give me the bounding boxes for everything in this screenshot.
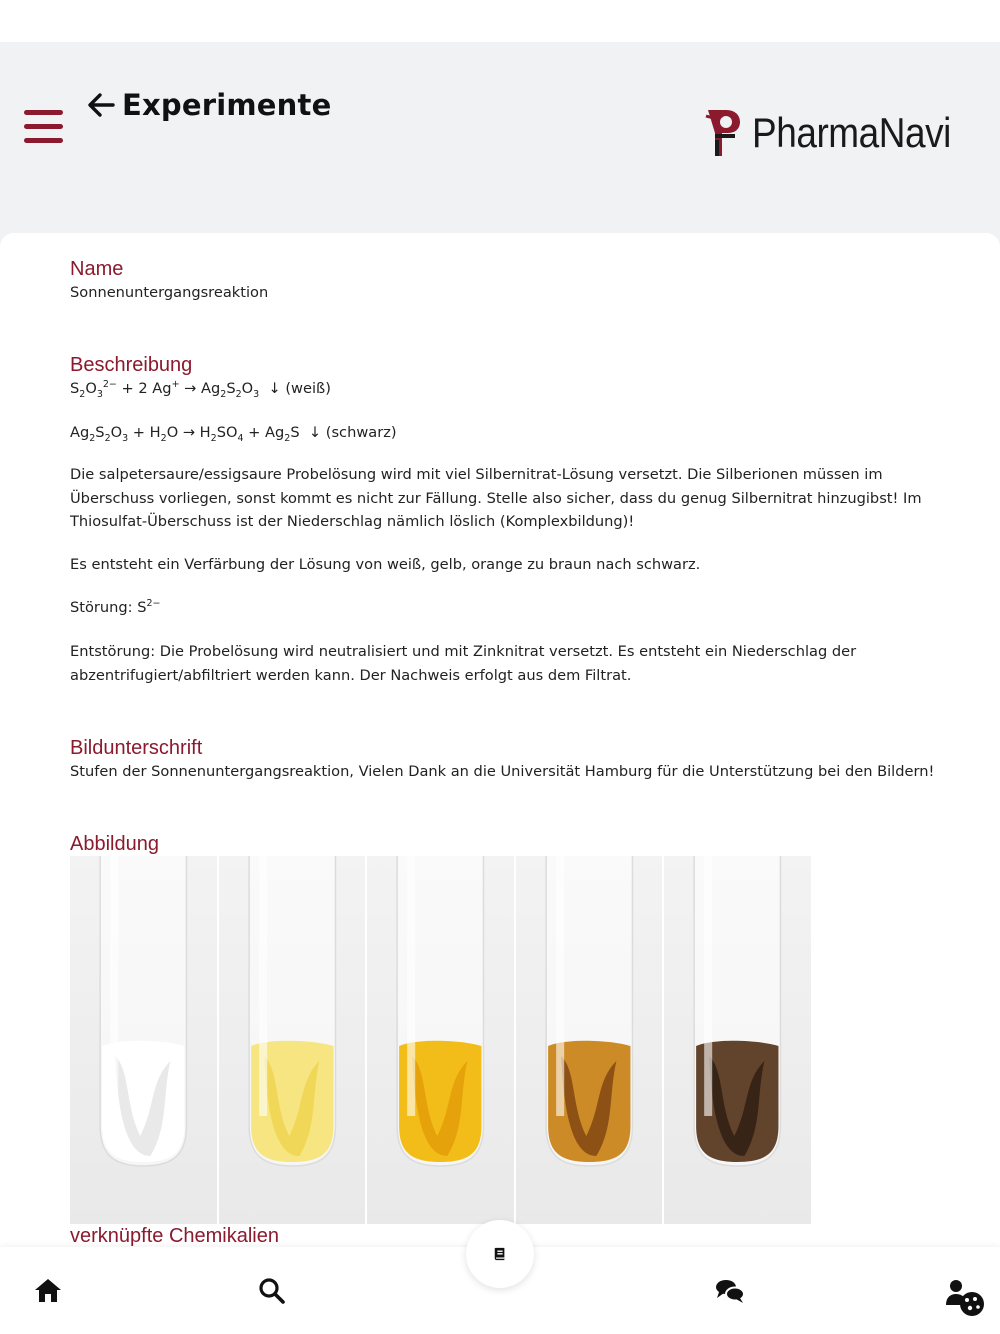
stoerung-label: Störung: S <box>70 599 147 616</box>
test-tube-5 <box>664 856 811 1224</box>
description-paragraph-4: Entstörung: Die Probelösung wird neutralisiert und mit Zinknitrat versetzt. Es entsteht ein Niederschlag der abzentrifugiert/abfiltriert werden kann. Der Nachweis erfolgt aus dem Filtrat. <box>70 643 857 684</box>
section-heading-chemikalien: verknüpfte Chemikalien <box>70 1225 279 1247</box>
back-button[interactable] <box>86 88 331 122</box>
stoerung-charge: 2− <box>146 598 161 610</box>
book-icon <box>493 1247 507 1261</box>
section-heading-abbildung: Abbildung <box>70 833 159 855</box>
section-heading-beschreibung: Beschreibung <box>70 354 193 376</box>
app-header <box>0 42 1000 257</box>
nav-search[interactable] <box>256 1275 288 1307</box>
image-caption: Stufen der Sonnenuntergangsreaktion, Vielen Dank an die Universität Hamburg für die Unterstützung bei den Bildern! <box>70 763 935 780</box>
equation-2: $Ag_2S_2O_3 + H_2O \to H_2SO_4 + Ag_2S$ ↓ (schwarz) <box>70 424 397 444</box>
fab-book-button[interactable] <box>466 1220 534 1288</box>
equation-2-label: (schwarz) <box>325 424 397 441</box>
tube-panel-3 <box>367 856 514 1224</box>
stoerung-line <box>70 596 940 620</box>
tube-panel-1 <box>70 856 217 1224</box>
pharmanavi-logo <box>704 106 978 160</box>
nav-home[interactable] <box>32 1275 64 1307</box>
test-tube-3 <box>367 856 514 1224</box>
tube-panel-5 <box>664 856 811 1224</box>
tube-panel-4 <box>516 856 663 1224</box>
description-paragraph-2: Es entsteht ein Verfärbung der Lösung von weiß, gelb, orange zu braun nach schwarz. <box>70 556 701 573</box>
section-heading-bildunterschrift: Bildunterschrift <box>70 737 203 759</box>
test-tube-4 <box>516 856 663 1224</box>
home-icon <box>32 1275 64 1307</box>
test-tube-1 <box>70 856 217 1224</box>
reaction-stages-image <box>70 856 811 1224</box>
arrow-left-icon <box>86 91 116 119</box>
user-cookie-icon <box>944 1277 988 1321</box>
page-title: Experimente <box>122 88 332 122</box>
test-tube-2 <box>219 856 366 1224</box>
nav-settings[interactable] <box>944 1277 988 1321</box>
section-heading-name: Name <box>70 258 124 280</box>
description-paragraph-1: Die salpetersaure/essigsaure Probelösung wird mit viel Silbernitrat-Lösung versetzt. Die Silberionen müssen im Überschuss vorliegen, sonst kommt es nicht zur Fällung. Stelle also sicher, dass du genug Silbernitrat hinzugibst! Im Thiosulfat-Überschuss ist der Niederschlag nämlich löslich (Komplexbildung)! <box>70 466 922 530</box>
experiment-name: Sonnenuntergangsreaktion <box>70 284 269 301</box>
hamburger-menu-icon[interactable] <box>24 110 64 144</box>
equation-1-label: (weiß) <box>285 380 331 397</box>
nav-chat[interactable] <box>714 1275 746 1307</box>
tube-panel-2 <box>219 856 366 1224</box>
logo-mark-icon <box>704 106 750 160</box>
logo-text: PharmaNavi <box>752 109 951 156</box>
chat-icon <box>714 1275 746 1307</box>
status-strip <box>0 0 1000 42</box>
equation-1: $S_2O_3^{2-} + 2$ $Ag^+ \to Ag_2S_2O_3$ ↓ (weiß) <box>70 379 331 400</box>
search-icon <box>256 1275 288 1307</box>
